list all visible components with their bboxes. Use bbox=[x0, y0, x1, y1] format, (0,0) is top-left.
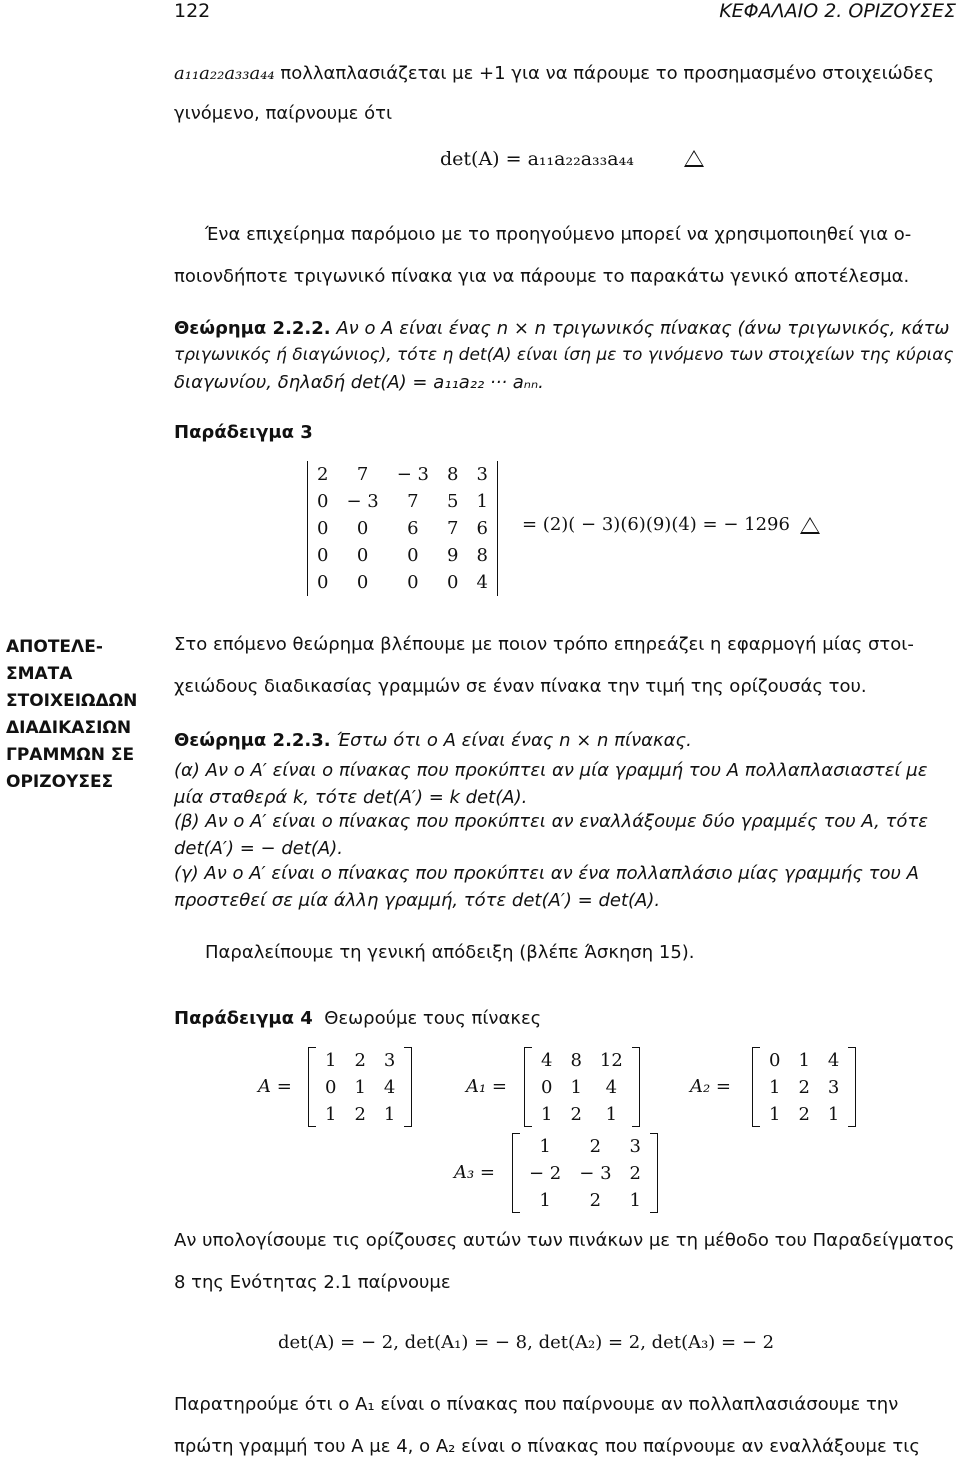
page-number: 122 bbox=[174, 0, 211, 22]
matrix-a3-cell: − 2 bbox=[529, 1163, 562, 1184]
theorem-223-a-line-2: μία σταθερά k, τότε det(A′) = k det(A). bbox=[174, 787, 528, 808]
matrix-a-cell: 4 bbox=[383, 1077, 396, 1098]
matrix-a1-row bbox=[532, 1047, 632, 1074]
matrix-a3-cell: − 3 bbox=[579, 1163, 612, 1184]
matrix-a2-row bbox=[760, 1047, 848, 1074]
elementary-line-1: Στο επόμενο θεώρημα βλέπουμε με ποιον τρόπο επηρεάζει η εφαρμογή μίας στοι- bbox=[174, 634, 914, 655]
matrix-ex3-row bbox=[308, 461, 497, 488]
matrix-a3-cell: 2 bbox=[629, 1163, 641, 1184]
matrix-A1 bbox=[524, 1047, 632, 1128]
theorem-223-title: Θεώρημα 2.2.3. Έστω ότι ο A είναι ένας n × n πίνακας. bbox=[174, 730, 692, 751]
intro-line-1: a₁₁a₂₂a₃₃a₄₄ πολλαπλασιάζεται με +1 για να πάρουμε το προσημασμένο στοιχειώδες bbox=[174, 63, 935, 84]
matrix-a-cell: 1 bbox=[325, 1050, 337, 1071]
matrix-a1-cell: 8 bbox=[570, 1050, 582, 1071]
matrix-a1-cell: 1 bbox=[541, 1104, 553, 1125]
end-of-example-icon bbox=[800, 517, 820, 539]
matrix-a1-cell: 1 bbox=[605, 1104, 618, 1125]
matrix-a-cell: 1 bbox=[383, 1104, 396, 1125]
matrix-a-cell: 1 bbox=[325, 1104, 337, 1125]
example-4-heading: Παράδειγμα 4 Θεωρούμε τους πίνακες bbox=[174, 1008, 542, 1029]
matrix-a3-row bbox=[520, 1187, 650, 1214]
matrix-ex3-cell: − 3 bbox=[396, 464, 429, 485]
omit-proof: Παραλείπουμε τη γενική απόδειξη (βλέπε Άσκηση 15). bbox=[205, 942, 695, 963]
matrix-a2-row bbox=[760, 1074, 848, 1101]
matrix-a2-cell: 2 bbox=[798, 1104, 810, 1125]
matrix-a-row bbox=[316, 1101, 404, 1128]
theorem-223-c-line-1: (γ) Αν ο A′ είναι ο πίνακας που προκύπτει αν ένα πολλαπλάσιο μίας γραμμής του A bbox=[174, 863, 919, 884]
matrix-ex3-cell: − 3 bbox=[346, 491, 379, 512]
matrix-a1-row bbox=[532, 1074, 632, 1101]
example-4-text-3: Παρατηρούμε ότι ο A₁ είναι ο πίνακας που παίρνουμε αν πολλαπλασιάσουμε την bbox=[174, 1394, 899, 1415]
matrix-a-row bbox=[316, 1074, 404, 1101]
matrix-a1-cell: 12 bbox=[599, 1050, 623, 1071]
matrix-a1-cell: 1 bbox=[570, 1077, 582, 1098]
matrix-a2-cell: 3 bbox=[827, 1077, 840, 1098]
matrix-a-cell: 2 bbox=[354, 1104, 366, 1125]
matrix-a1-cell: 4 bbox=[605, 1077, 618, 1098]
matrix-ex3-cell: 3 bbox=[476, 464, 488, 485]
chapter-title: ΚΕΦΑΛΑΙΟ 2. ΟΡΙΖΟΥΣΕΣ bbox=[719, 0, 956, 22]
matrix-a-cell: 1 bbox=[354, 1077, 366, 1098]
matrix-ex3-cell: 8 bbox=[446, 464, 459, 485]
margin-note: ΑΠΟΤΕΛΕ- ΣΜΑΤΑ ΣΤΟΙΧΕΙΩΔΩΝ ΔΙΑΔΙΚΑΣΙΩΝ ΓΡΑΜΜΩΝ ΣΕ ΟΡΙΖΟΥΣΕΣ bbox=[6, 637, 138, 792]
matrix-ex3-cell: 0 bbox=[407, 572, 419, 593]
theorem-222-line-1: Θεώρημα 2.2.2. Αν ο A είναι ένας n × n τριγωνικός πίνακας (άνω τριγωνικός, κάτω bbox=[174, 318, 950, 339]
matrix-ex3-cell: 0 bbox=[317, 545, 329, 566]
matrix-ex3-cell: 8 bbox=[476, 545, 488, 566]
matrix-a2-cell: 1 bbox=[769, 1077, 781, 1098]
matrix-ex3-cell: 0 bbox=[356, 518, 369, 539]
matrix-a1-cell: 4 bbox=[541, 1050, 553, 1071]
matrix-ex3-cell: 7 bbox=[407, 491, 419, 512]
theorem-222-line-3: διαγωνίου, δηλαδή det(A) = a₁₁a₂₂ ··· aₙₙ. bbox=[174, 372, 544, 393]
det-equation: det(A) = a₁₁a₂₂a₃₃a₄₄ bbox=[440, 148, 634, 170]
determinant-5x5 bbox=[307, 461, 498, 596]
example-4-text-2: 8 της Ενότητας 2.1 παίρνουμε bbox=[174, 1272, 451, 1293]
matrix-ex3-cell: 0 bbox=[356, 572, 369, 593]
example-3-label: Παράδειγμα 3 bbox=[174, 422, 313, 443]
matrix-a3-cell: 1 bbox=[629, 1190, 641, 1211]
matrix-ex3-cell: 5 bbox=[446, 491, 459, 512]
matrix-a2-row bbox=[760, 1101, 848, 1128]
matrix-ex3-row bbox=[308, 515, 497, 542]
matrix-A2 bbox=[752, 1047, 848, 1128]
paragraph-line-2: ποιονδήποτε τριγωνικό πίνακα για να πάρουμε το παρακάτω γενικό αποτέλεσμα. bbox=[174, 266, 910, 287]
matrix-a3-row bbox=[520, 1133, 650, 1160]
matrix-a-cell: 2 bbox=[354, 1050, 366, 1071]
matrix-a2-cell: 1 bbox=[827, 1104, 840, 1125]
matrix-a1-cell: 2 bbox=[570, 1104, 582, 1125]
matrix-ex3-cell: 2 bbox=[317, 464, 329, 485]
matrix-ex3-cell: 0 bbox=[407, 545, 419, 566]
matrix-ex3-row bbox=[308, 488, 497, 515]
matrix-ex3-row bbox=[308, 569, 497, 596]
matrix-a3-cell: 2 bbox=[589, 1136, 602, 1157]
matrix-ex3-cell: 6 bbox=[407, 518, 419, 539]
theorem-223-b-line-1: (β) Αν ο A′ είναι ο πίνακας που προκύπτει αν εναλλάξουμε δύο γραμμές του A, τότε bbox=[174, 811, 928, 832]
matrix-ex3-cell: 4 bbox=[476, 572, 488, 593]
matrix-a3-row bbox=[520, 1160, 650, 1187]
matrix-A1-label: A₁ = bbox=[466, 1076, 508, 1097]
theorem-223-b-line-2: det(A′) = − det(A). bbox=[174, 838, 343, 859]
matrix-a2-cell: 2 bbox=[798, 1077, 810, 1098]
matrix-ex3-cell: 0 bbox=[446, 572, 459, 593]
matrix-a3-cell: 1 bbox=[539, 1136, 551, 1157]
intro-line-2: γινόμενο, παίρνουμε ότι bbox=[174, 103, 393, 124]
theorem-223-c-line-2: προστεθεί σε μία άλλη γραμμή, τότε det(A′) = det(A). bbox=[174, 890, 661, 911]
theorem-223-a-line-1: (α) Αν ο A′ είναι ο πίνακας που προκύπτει αν μία γραμμή του A πολλαπλασιαστεί με bbox=[174, 760, 928, 781]
matrix-ex3-cell: 7 bbox=[356, 464, 369, 485]
matrix-a2-cell: 0 bbox=[769, 1050, 781, 1071]
determinant-results: det(A) = − 2, det(A₁) = − 8, det(A₂) = 2, det(A₃) = − 2 bbox=[278, 1332, 775, 1353]
matrix-ex3-cell: 0 bbox=[317, 572, 329, 593]
matrix-A-label: A = bbox=[258, 1076, 292, 1097]
matrix-A3-label: A₃ = bbox=[454, 1162, 496, 1183]
theorem-222-line-2: τριγωνικός ή διαγώνιος), τότε η det(A) είναι ίση με το γινόμενο των στοιχείων της κύριας bbox=[174, 345, 954, 365]
matrix-a3-cell: 1 bbox=[539, 1190, 551, 1211]
example-4-text-1: Αν υπολογίσουμε τις ορίζουσες αυτών των πινάκων με τη μέθοδο του Παραδείγματος bbox=[174, 1230, 955, 1251]
matrix-ex3-cell: 7 bbox=[446, 518, 459, 539]
matrix-a3-cell: 2 bbox=[589, 1190, 602, 1211]
matrix-a2-cell: 4 bbox=[827, 1050, 840, 1071]
matrix-ex3-cell: 0 bbox=[317, 491, 329, 512]
matrix-a-row bbox=[316, 1047, 404, 1074]
matrix-A bbox=[308, 1047, 404, 1128]
matrix-ex3-cell: 1 bbox=[476, 491, 488, 512]
elementary-line-2: χειώδους διαδικασίας γραμμών σε έναν πίνακα την τιμή της ορίζουσάς του. bbox=[174, 676, 867, 697]
matrix-a-cell: 0 bbox=[325, 1077, 337, 1098]
matrix-ex3-cell: 6 bbox=[476, 518, 488, 539]
matrix-ex3 bbox=[308, 461, 497, 596]
matrix-ex3-cell: 0 bbox=[317, 518, 329, 539]
matrix-A3 bbox=[512, 1133, 650, 1214]
matrix-a1-cell: 0 bbox=[541, 1077, 553, 1098]
end-of-example-icon bbox=[684, 150, 704, 172]
example-4-text-4: πρώτη γραμμή του A με 4, ο A₂ είναι ο πίνακας που παίρνουμε αν εναλλάξουμε τις bbox=[174, 1436, 920, 1457]
matrix-a-cell: 3 bbox=[383, 1050, 396, 1071]
matrix-a3-cell: 3 bbox=[629, 1136, 641, 1157]
matrix-ex3-cell: 9 bbox=[446, 545, 459, 566]
matrix-a2-cell: 1 bbox=[798, 1050, 810, 1071]
example-3-result: = (2)( − 3)(6)(9)(4) = − 1296 bbox=[522, 514, 790, 535]
matrix-ex3-cell: 0 bbox=[356, 545, 369, 566]
matrix-A2-label: A₂ = bbox=[690, 1076, 732, 1097]
matrix-ex3-row bbox=[308, 542, 497, 569]
matrix-a1-row bbox=[532, 1101, 632, 1128]
matrix-a2-cell: 1 bbox=[769, 1104, 781, 1125]
paragraph-line-1: Ένα επιχείρημα παρόμοιο με το προηγούμενο μπορεί να χρησιμοποιηθεί για ο- bbox=[205, 224, 912, 245]
